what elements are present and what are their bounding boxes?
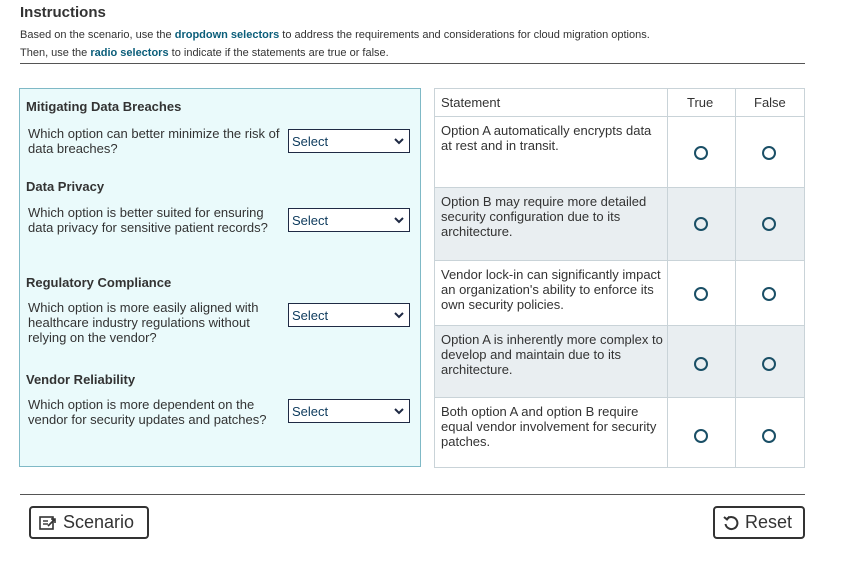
instructions-text — [20, 26, 670, 62]
table-header-row — [435, 89, 804, 117]
dropdown-panel — [19, 88, 421, 467]
reset-icon — [723, 515, 739, 531]
column-divider — [735, 89, 736, 467]
heading-mitigating-data-breaches: Mitigating Data Breaches — [26, 99, 182, 114]
instructions-title: Instructions — [20, 4, 106, 21]
scenario-label: Scenario — [63, 512, 135, 532]
instr-highlight-radio: radio selectors — [90, 47, 169, 59]
chevron-down-icon — [393, 308, 405, 322]
select-regulatory-compliance[interactable] — [288, 303, 410, 327]
radio-true-5[interactable] — [694, 429, 708, 443]
statement-text: Both option A and option B require equal vendor involvement for security patches. — [441, 404, 657, 449]
radio-true-2[interactable] — [694, 217, 708, 231]
table-row — [435, 326, 804, 398]
question-data-privacy: Which option is better suited for ensuring data privacy for sensitive patient records? — [28, 205, 268, 235]
select-vendor-reliability[interactable] — [288, 399, 410, 423]
select-value: Select — [292, 213, 329, 228]
radio-true-3[interactable] — [694, 287, 708, 301]
radio-false-3[interactable] — [762, 287, 776, 301]
select-value: Select — [292, 134, 329, 149]
statement-text: Option A is inherently more complex to develop and maintain due to its architecture. — [441, 332, 663, 377]
reset-label: Reset — [745, 512, 793, 532]
scenario-button[interactable] — [29, 506, 149, 539]
header-true: True — [687, 95, 714, 110]
heading-regulatory-compliance: Regulatory Compliance — [26, 275, 172, 290]
table-row — [435, 398, 804, 467]
header-statement: Statement — [441, 95, 501, 110]
chevron-down-icon — [393, 404, 405, 418]
question-regulatory-compliance: Which option is more easily aligned with healthcare industry regulations without relying on the vendor? — [28, 300, 259, 345]
true-false-table — [434, 88, 805, 468]
instr-text-3: to indicate if the statements are true or false. — [168, 47, 389, 59]
statement-text: Option A automatically encrypts data at rest and in transit. — [441, 123, 652, 153]
table-row — [435, 117, 804, 188]
scenario-icon — [39, 515, 57, 531]
radio-true-4[interactable] — [694, 357, 708, 371]
bottom-divider — [20, 494, 805, 495]
column-divider — [667, 89, 668, 467]
select-data-privacy[interactable] — [288, 208, 410, 232]
table-row — [435, 188, 804, 261]
statement-text: Vendor lock-in can significantly impact an organization's ability to enforce its own security policies. — [441, 267, 661, 312]
question-mitigating-data-breaches: Which option can better minimize the risk of data breaches? — [28, 126, 280, 156]
table-row — [435, 261, 804, 326]
radio-false-1[interactable] — [762, 146, 776, 160]
radio-false-4[interactable] — [762, 357, 776, 371]
chevron-down-icon — [393, 213, 405, 227]
header-false: False — [754, 95, 786, 110]
heading-data-privacy: Data Privacy — [26, 179, 105, 194]
radio-false-5[interactable] — [762, 429, 776, 443]
statement-text: Option B may require more detailed security configuration due to its architecture. — [441, 194, 647, 239]
radio-false-2[interactable] — [762, 217, 776, 231]
radio-true-1[interactable] — [694, 146, 708, 160]
question-vendor-reliability: Which option is more dependent on the vendor for security updates and patches? — [28, 397, 267, 427]
reset-button[interactable] — [713, 506, 805, 539]
select-mitigating-data-breaches[interactable] — [288, 129, 410, 153]
instr-text-1: Based on the scenario, use the — [20, 29, 175, 41]
chevron-down-icon — [393, 134, 405, 148]
top-divider — [20, 63, 805, 64]
instr-text-2: to address the requirements and considerations for cloud migration options. Then, use the — [20, 29, 650, 59]
heading-vendor-reliability: Vendor Reliability — [26, 372, 136, 387]
instr-highlight-dropdown: dropdown selectors — [174, 29, 280, 41]
select-value: Select — [292, 404, 329, 419]
select-value: Select — [292, 308, 329, 323]
